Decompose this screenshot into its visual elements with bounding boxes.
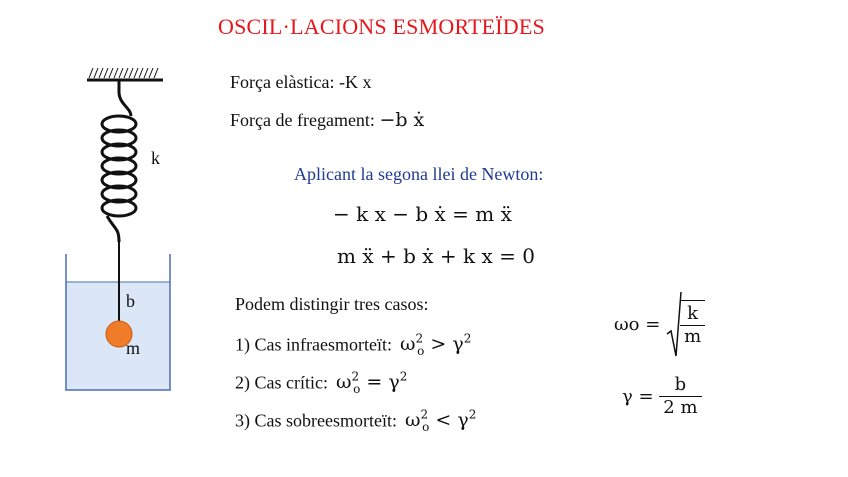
gamma-fraction: $\frac{b}{2 m}$ <box>659 374 701 419</box>
friction-force-text <box>230 109 424 131</box>
omega-definition <box>614 290 705 358</box>
case-relation: $\omega^2_o = \gamma^2$ <box>335 370 408 397</box>
cases-heading: Podem distingir tres casos: <box>235 294 429 314</box>
friction-force-value: −b ẋ <box>379 109 425 131</box>
ceiling <box>87 68 163 80</box>
case-label: 1) Cas infraesmorteït: <box>235 334 392 355</box>
omega-fraction: $\frac{k}{m}$ <box>680 300 705 348</box>
case-critical <box>235 370 407 396</box>
equation-motion: m ẍ + b ẋ + k x = 0 <box>337 244 535 268</box>
spring-mass-figure <box>55 60 180 395</box>
gamma-lhs: γ = <box>622 386 654 407</box>
case-relation: $\omega^2_o < \gamma^2$ <box>404 408 477 435</box>
damper-label: b <box>126 291 135 311</box>
equation-newton: − k x − b ẋ = m ẍ <box>333 202 512 226</box>
elastic-force-text: Força elàstica: -K x <box>230 72 372 92</box>
case-label: 2) Cas crític: <box>235 372 328 393</box>
friction-force-label: Força de fregament: <box>230 110 380 130</box>
omega-lhs: ωo = <box>614 313 661 335</box>
case-relation: $\omega^2_o > \gamma^2$ <box>399 332 472 359</box>
mass-label: m <box>126 338 141 358</box>
newton-heading: Aplicant la segona llei de Newton: <box>294 164 544 184</box>
case-underdamped <box>235 332 471 358</box>
case-overdamped <box>235 408 476 434</box>
page-title: OSCIL·LACIONS ESMORTEÏDES <box>218 14 545 39</box>
spring <box>102 80 136 242</box>
case-label: 3) Cas sobreesmorteït: <box>235 410 397 431</box>
spring-label: k <box>151 148 160 168</box>
gamma-definition <box>622 374 702 419</box>
